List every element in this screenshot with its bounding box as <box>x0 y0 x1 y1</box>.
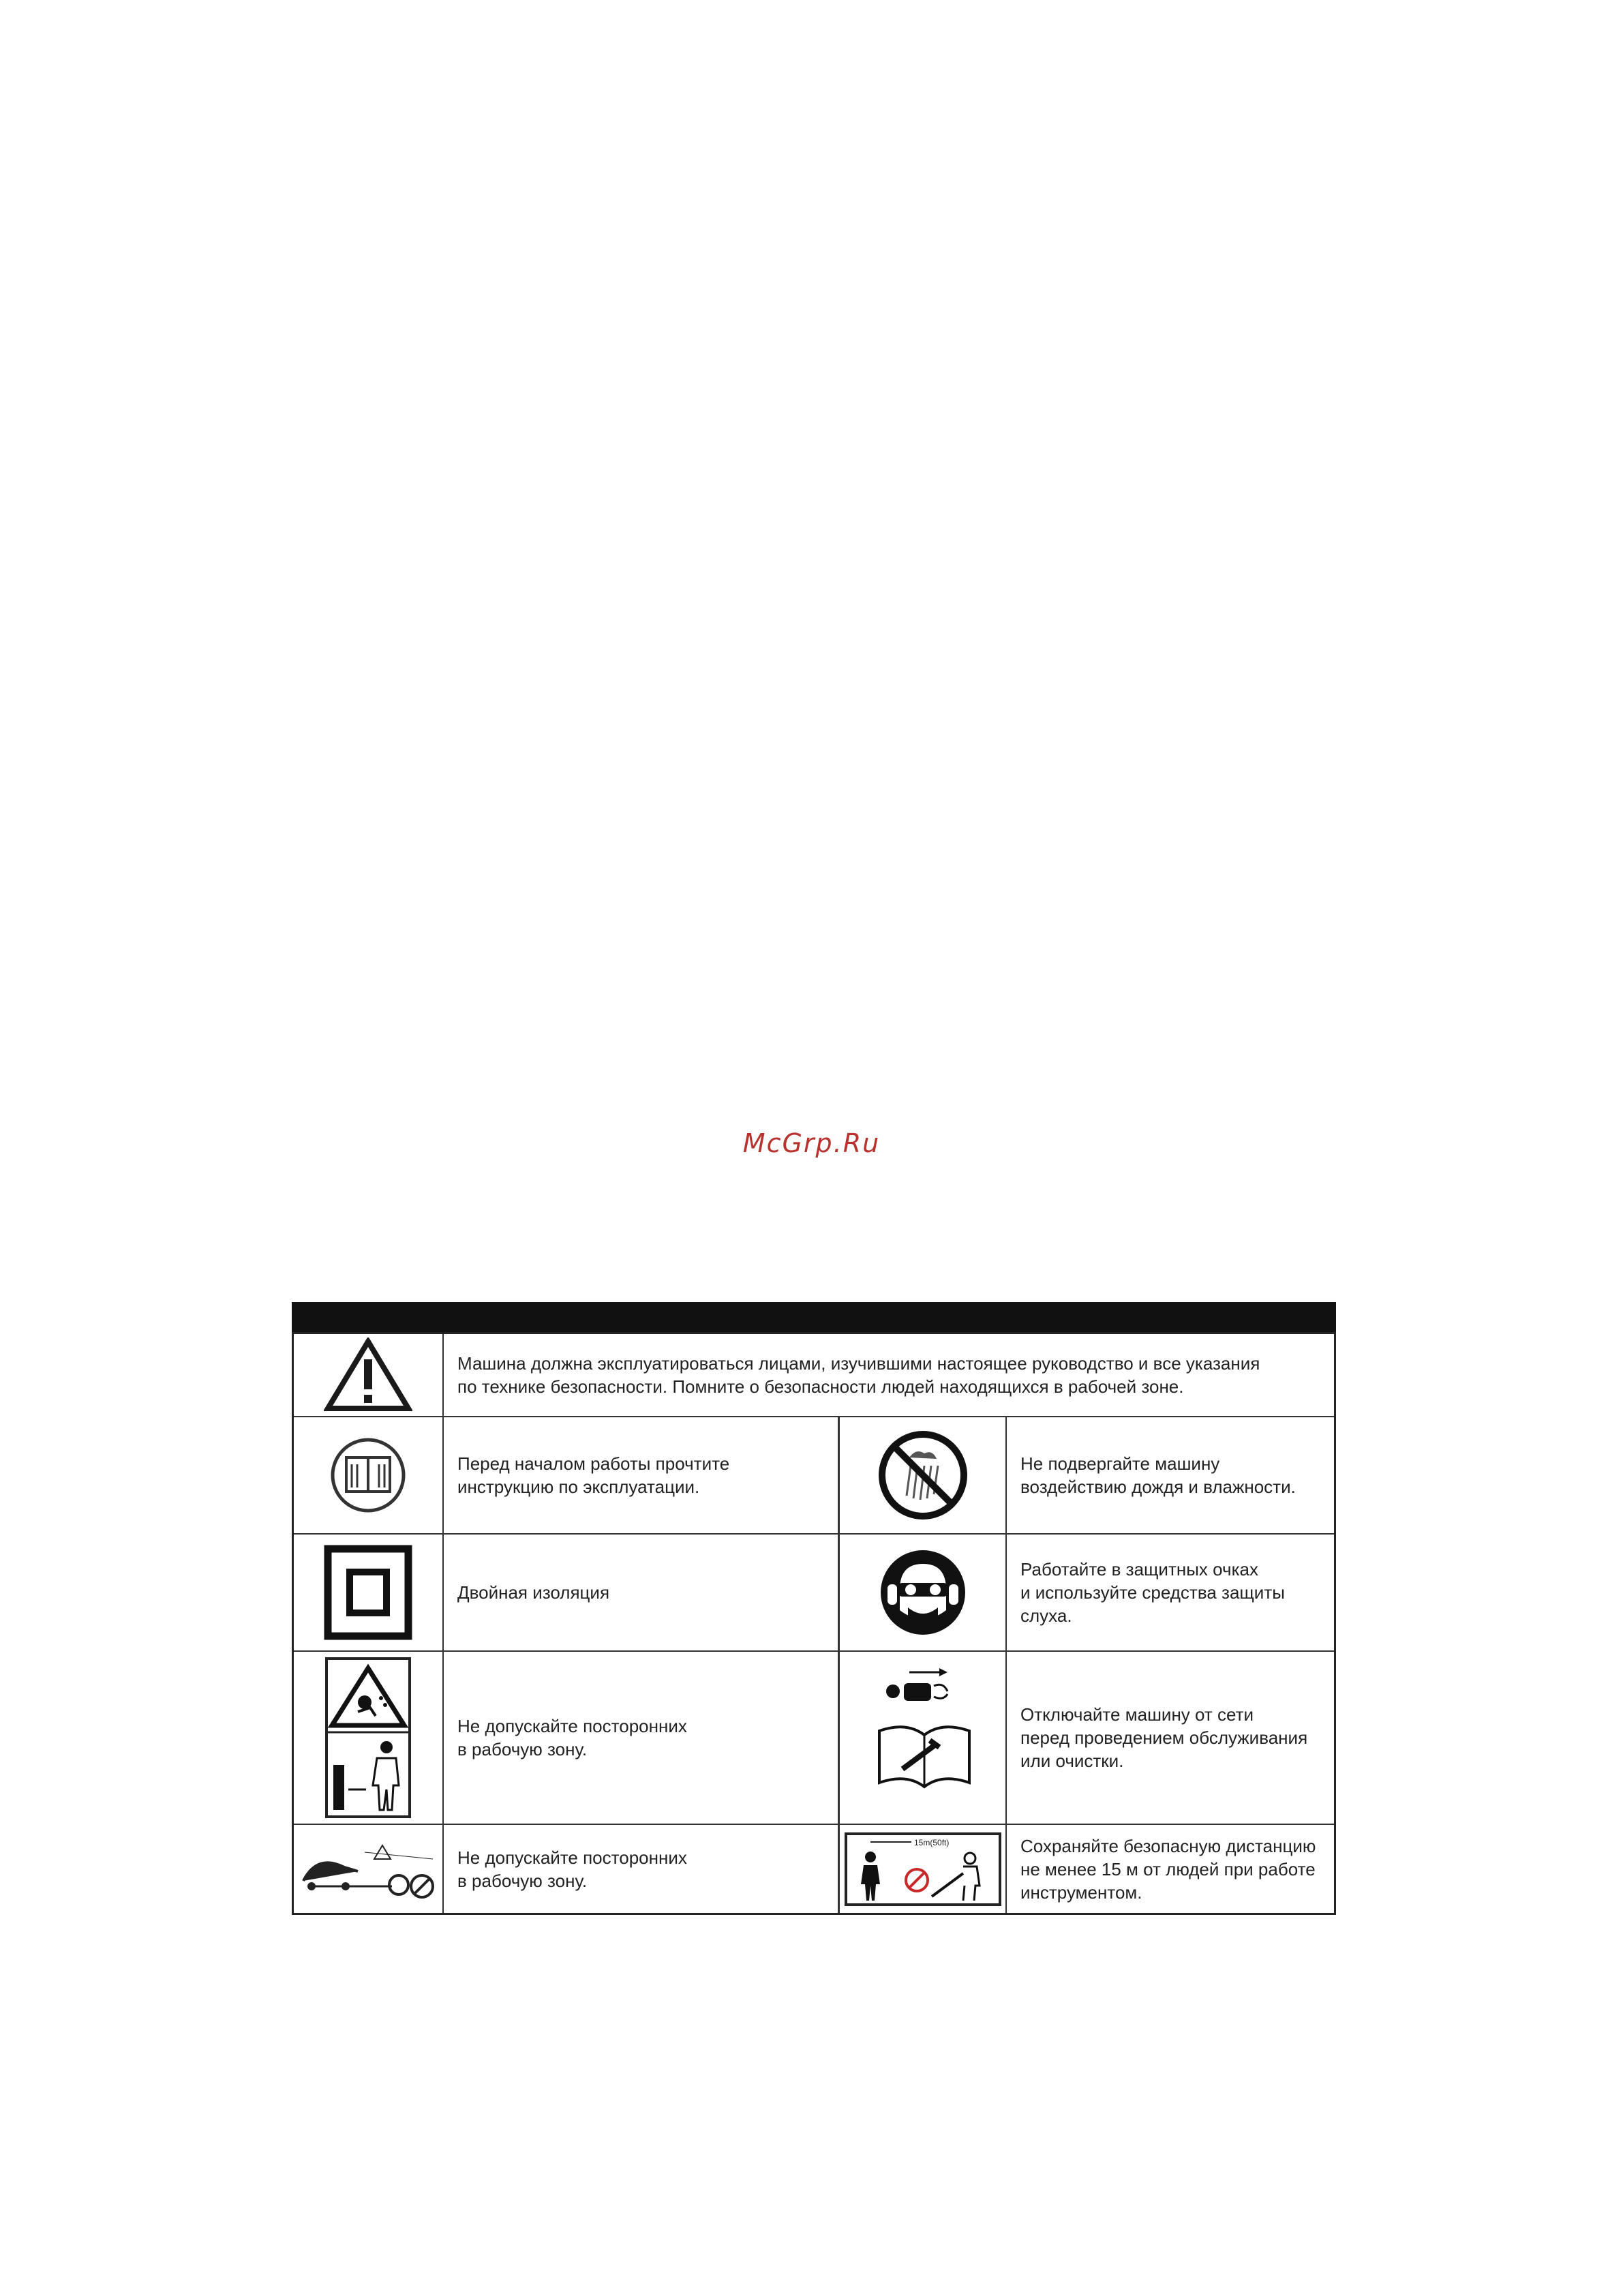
table-row <box>294 1825 1334 1913</box>
unplug-before-service-icon <box>838 1652 1007 1824</box>
table-row <box>294 1417 1334 1535</box>
double-insulation-icon <box>294 1535 444 1650</box>
table-header-bar <box>292 1302 1336 1332</box>
warning-text-no-bystanders-2: Не допускайте посторонних в рабочую зону. <box>457 1847 687 1891</box>
table-row <box>294 1535 1334 1652</box>
warning-text-double-insulation: Двойная изоляция <box>457 1582 610 1603</box>
safety-goggles-icon <box>838 1535 1007 1650</box>
distance-label: 15m(50ft) <box>913 1837 949 1847</box>
warning-text-unplug: Отключайте машину от сети перед проведением обслуживания или очистки. <box>1020 1704 1308 1771</box>
symbols-grid <box>292 1332 1336 1915</box>
warning-text-general: Машина должна эксплуатироваться лицами, изучившими настоящее руководство и все указания по технике безопасности. Помните о безопасности людей находящихся в рабочей зоне. <box>457 1353 1260 1397</box>
table-row <box>294 1652 1334 1825</box>
warning-text-safe-distance: Сохраняйте безопасную дистанцию не менее 15 м от людей при работе инструментом. <box>1020 1835 1316 1903</box>
table-row <box>294 1334 1334 1417</box>
warning-text-protection: Работайте в защитных очках и используйте средства защиты слуха. <box>1020 1559 1285 1626</box>
bystander-distance-icon <box>294 1825 444 1913</box>
warning-text-read-manual: Перед началом работы прочтите инструкцию по эксплуатации. <box>457 1453 730 1497</box>
warning-text-no-bystanders: Не допускайте посторонних в рабочую зону. <box>457 1716 687 1759</box>
watermark: McGrp.Ru <box>742 1128 881 1158</box>
warning-text-no-rain: Не подвергайте машину воздействию дождя и влажности. <box>1020 1453 1296 1497</box>
keep-bystanders-away-icon <box>294 1652 444 1824</box>
safe-distance-icon <box>838 1825 1007 1913</box>
warning-triangle-icon <box>294 1334 444 1416</box>
read-manual-icon <box>294 1417 444 1533</box>
safety-symbols-table <box>292 1302 1336 1915</box>
no-rain-icon <box>838 1417 1007 1533</box>
